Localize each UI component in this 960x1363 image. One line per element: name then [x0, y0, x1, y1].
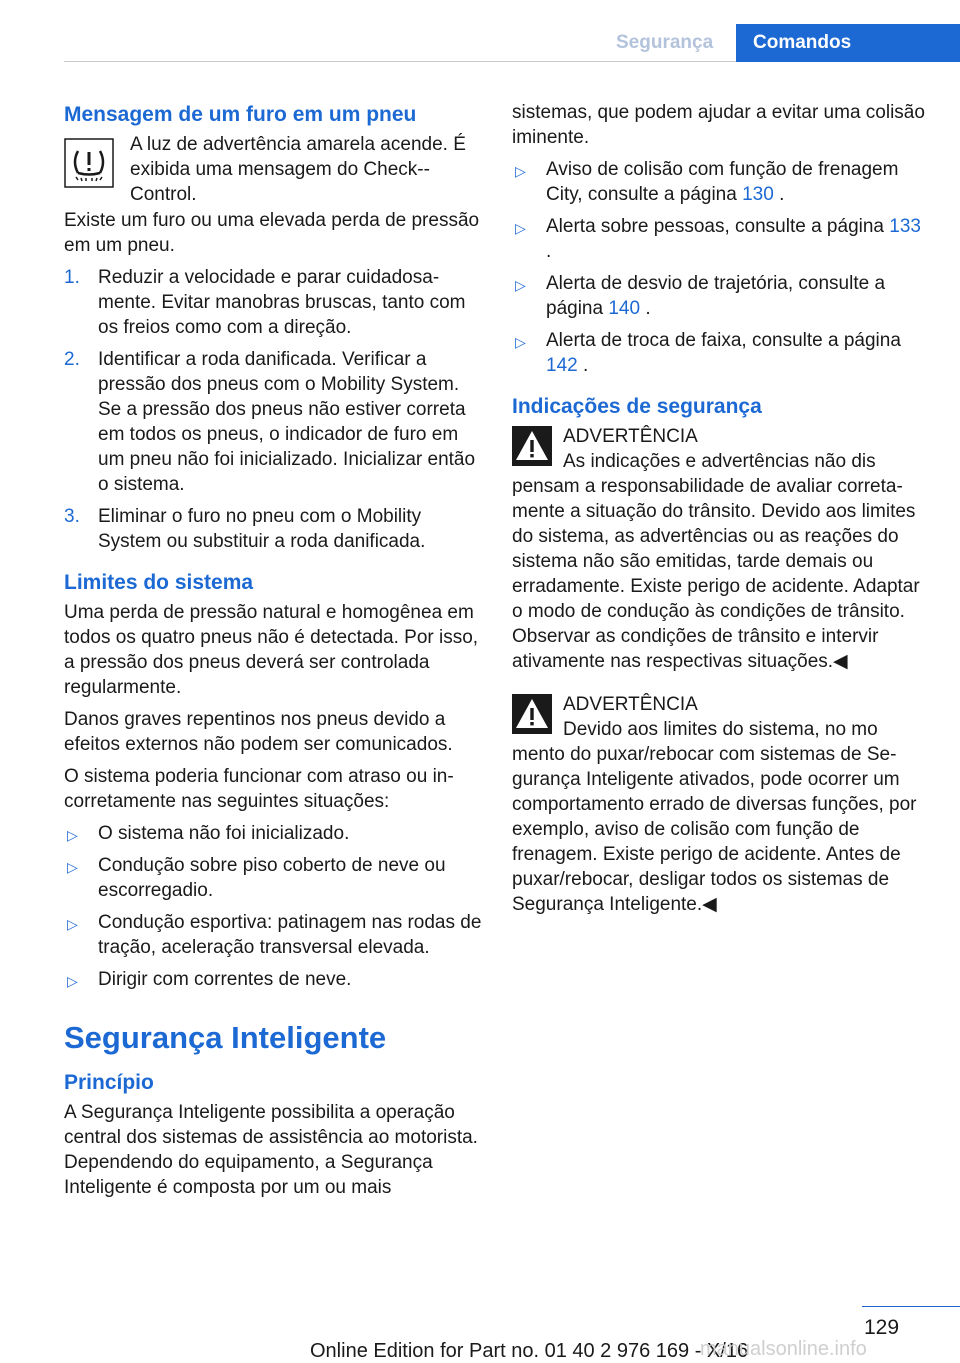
tire-pressure-warning-icon: [64, 138, 114, 195]
bullet-triangle-icon: ▷: [515, 277, 526, 293]
list-item: ▷ Alerta de desvio de trajetória, consulte a página 140 .: [515, 273, 886, 319]
left-column: [64, 100, 482, 1207]
limits-list: [64, 821, 482, 992]
list-item: ▷ Condução esportiva: patinagem nas rodas de tração, aceleração transversal elevada.: [67, 912, 482, 958]
limits-paragraph-1: Uma perda de pressão natural e homogênea em todos os quatro pneus não é detectada. Por isso, a pressão dos pneus deverá ser controlada regularmente.: [64, 602, 479, 698]
list-item: [64, 504, 482, 554]
principle-paragraph: A Segurança Inteligente possibilita a operação central dos sistemas de assistência ao motorista. Dependendo do equipamento, a Segurança Inteligente é composta por um ou mais: [64, 1102, 478, 1198]
list-item: [64, 347, 482, 497]
warning-text-start: As indicações e advertências não dis: [563, 451, 876, 472]
page-link-142[interactable]: 142: [546, 355, 578, 376]
bullet-triangle-icon: ▷: [67, 916, 78, 932]
page-link-140[interactable]: 140: [608, 298, 641, 319]
warning-heading: ADVERTÊNCIA: [563, 426, 698, 447]
flat-tire-steps: [64, 265, 482, 554]
intelligent-safety-title: Segurança Inteligente: [64, 1020, 387, 1055]
flat-tire-paragraph: Existe um furo ou uma elevada perda de pressão em um pneu.: [64, 210, 480, 256]
systems-list: [512, 157, 930, 378]
page-link-130[interactable]: 130: [742, 184, 774, 205]
step-number: 2.: [64, 349, 80, 370]
list-item: [64, 265, 482, 340]
edition-footer: Online Edition for Part no. 01 40 2 976 169 - X/16: [310, 1340, 749, 1362]
flat-tire-icon-text: A luz de advertência amarela acende. É exibida uma mensagem do Check-Control.: [130, 134, 466, 205]
bullet-triangle-icon: ▷: [67, 827, 78, 843]
limits-paragraph-3: O sistema poderia funcionar com atraso ou incorretamente nas seguintes situações:: [64, 766, 454, 812]
system-limits-title: Limites do sistema: [64, 571, 254, 594]
right-column: [512, 100, 930, 935]
principle-title: Princípio: [64, 1071, 154, 1094]
continued-paragraph: sistemas, que podem ajudar a evitar uma colisão iminente.: [512, 102, 925, 148]
step-text: Identificar a roda danificada. Verificar a pressão dos pneus com o Mobility System. Se a pressão dos pneus não estiver correta em todos os pneus, o indicador de furo em um pneu não foi inicializado. Inicializar então o sistema.: [98, 349, 476, 495]
warning-text: pensam a responsabilidade de avaliar corretamente a situação do trânsito. Devido aos limites do sistema, as advertências ou as reações do sistema não são emitidas, tarde demais ou erradamente. Existe perigo de acidente. Adaptar o modo de condução às condições de trânsito. Observar as condições de trânsito e intervir ativamente nas respectivas situações.◀: [512, 476, 920, 672]
limits-paragraph-2: Danos graves repentinos nos pneus devido a efeitos externos não podem ser comunicados.: [64, 709, 453, 755]
step-number: 1.: [64, 267, 80, 288]
bullet-triangle-icon: ▷: [515, 334, 526, 350]
page-number: 129: [864, 1316, 900, 1339]
step-text: Reduzir a velocidade e parar cuidadosamente. Evitar manobras bruscas, tanto com os freios como com a direção.: [98, 267, 466, 338]
warning-1: [512, 424, 930, 674]
header-section[interactable]: Segurança: [616, 32, 714, 53]
bullet-triangle-icon: ▷: [515, 163, 526, 179]
bullet-triangle-icon: ▷: [67, 973, 78, 989]
flat-tire-indicator: [64, 132, 482, 208]
header-tab-commands[interactable]: Comandos: [736, 24, 960, 62]
warning-triangle-icon: [512, 694, 552, 741]
list-item: ▷ Dirigir com correntes de neve.: [64, 967, 482, 992]
bullet-triangle-icon: ▷: [67, 859, 78, 875]
watermark: manualsonline.info: [700, 1338, 867, 1360]
list-item: ▷ Alerta de troca de faixa, consulte a página 142 .: [515, 330, 901, 376]
step-text: Eliminar o furo no pneu com o Mobility System ou substituir a roda danificada.: [98, 506, 426, 552]
page-link-133[interactable]: 133: [889, 216, 921, 237]
warning-heading: ADVERTÊNCIA: [563, 694, 698, 715]
warning-text-start: Devido aos limites do sistema, no mo: [563, 719, 878, 740]
list-item: ▷ Condução sobre piso coberto de neve ou escorregadio.: [67, 855, 446, 901]
safety-notes-title: Indicações de segurança: [512, 395, 762, 418]
page-number-rule: [862, 1306, 960, 1307]
bullet-triangle-icon: ▷: [515, 220, 526, 236]
step-number: 3.: [64, 506, 80, 527]
warning-triangle-icon: [512, 426, 552, 473]
list-item: ▷ Aviso de colisão com função de frenagem City, consulte a página 130 .: [515, 159, 899, 205]
list-item: ▷ Alerta sobre pessoas, consulte a página 133 .: [515, 216, 921, 262]
warning-2: [512, 692, 930, 917]
warning-text: mento do puxar/rebocar com sistemas de Segurança Inteligente ativados, pode ocorrer um comportamento errado de diversas funções, por exemplo, aviso de colisão com função de frenagem. Existe perigo de acidente. Antes de puxar/rebocar, desligar todos os sistemas de Segurança Inteligente.◀: [512, 744, 917, 915]
list-item: ▷ O sistema não foi inicializado.: [64, 821, 482, 846]
flat-tire-title: Mensagem de um furo em um pneu: [64, 103, 417, 126]
